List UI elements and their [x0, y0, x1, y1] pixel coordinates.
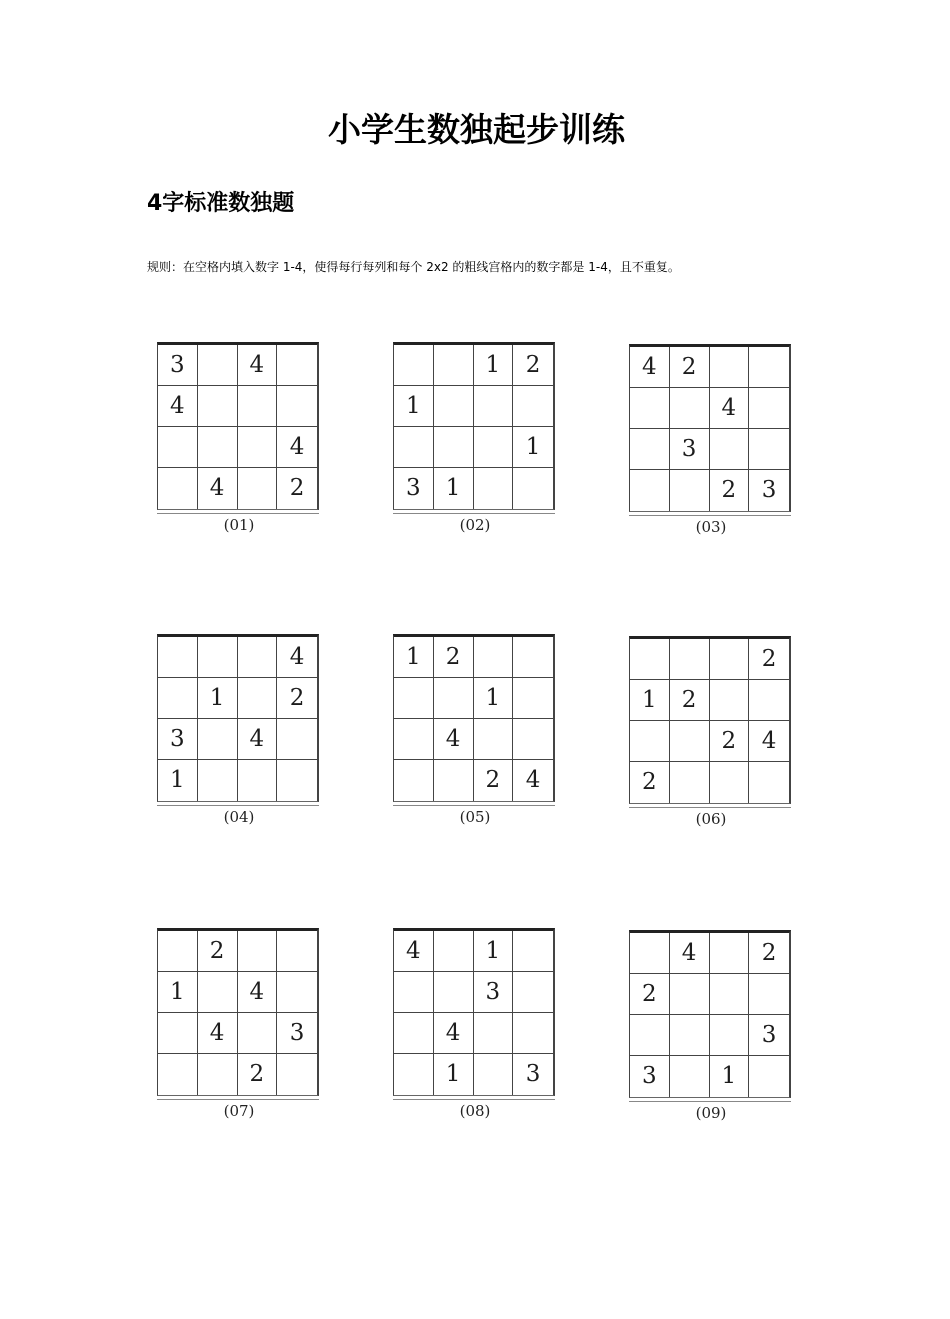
puzzle-number-label: (01) — [223, 516, 255, 534]
sudoku-cell[interactable] — [158, 1013, 198, 1054]
page-title: 小学生数独起步训练 — [328, 110, 625, 149]
sudoku-cell: 1 — [394, 637, 434, 678]
sudoku-cell[interactable] — [158, 931, 198, 972]
sudoku-cell: 3 — [749, 1015, 789, 1056]
puzzle-number-label: (06) — [695, 810, 727, 828]
sudoku-grid — [157, 634, 319, 802]
sudoku-cell[interactable] — [238, 468, 278, 509]
sudoku-cell[interactable] — [513, 468, 553, 509]
sudoku-cell: 4 — [434, 1013, 474, 1054]
sudoku-cell: 4 — [394, 931, 434, 972]
sudoku-cell[interactable] — [277, 386, 317, 427]
sudoku-cell: 2 — [513, 345, 553, 386]
sudoku-cell[interactable] — [749, 429, 789, 470]
sudoku-cell[interactable] — [670, 639, 710, 680]
sudoku-cell[interactable] — [749, 680, 789, 721]
sudoku-cell[interactable] — [710, 639, 750, 680]
sudoku-cell[interactable] — [474, 386, 514, 427]
sudoku-cell[interactable] — [513, 931, 553, 972]
sudoku-cell: 2 — [670, 680, 710, 721]
sudoku-cell[interactable] — [670, 762, 710, 803]
sudoku-cell[interactable] — [749, 974, 789, 1015]
sudoku-cell: 4 — [277, 637, 317, 678]
sudoku-cell: 3 — [277, 1013, 317, 1054]
sudoku-cell[interactable] — [513, 386, 553, 427]
puzzle-number-label: (05) — [459, 808, 491, 826]
sudoku-puzzle — [157, 342, 321, 534]
sudoku-puzzle — [393, 928, 557, 1120]
sudoku-cell[interactable] — [513, 719, 553, 760]
sudoku-cell: 4 — [238, 972, 278, 1013]
sudoku-cell[interactable] — [238, 637, 278, 678]
sudoku-cell[interactable] — [277, 760, 317, 801]
sudoku-puzzle — [629, 930, 793, 1122]
sudoku-cell[interactable] — [474, 427, 514, 468]
sudoku-cell[interactable] — [238, 931, 278, 972]
puzzle-number-label: (07) — [223, 1102, 255, 1120]
sudoku-cell: 4 — [158, 386, 198, 427]
sudoku-cell[interactable] — [198, 760, 238, 801]
sudoku-cell[interactable] — [710, 762, 750, 803]
sudoku-cell[interactable] — [394, 760, 434, 801]
sudoku-cell: 4 — [238, 719, 278, 760]
sudoku-cell[interactable] — [630, 721, 670, 762]
sudoku-cell: 4 — [198, 1013, 238, 1054]
sudoku-cell: 4 — [434, 719, 474, 760]
sudoku-cell[interactable] — [158, 678, 198, 719]
sudoku-cell: 3 — [525, 1061, 541, 1087]
sudoku-cell[interactable] — [513, 678, 553, 719]
puzzle-number-label: (09) — [695, 1104, 727, 1122]
sudoku-cell[interactable] — [630, 1015, 670, 1056]
sudoku-cell[interactable] — [710, 1015, 750, 1056]
puzzle-number-label: (03) — [695, 518, 727, 536]
sudoku-cell: 1 — [630, 680, 670, 721]
sudoku-cell[interactable] — [394, 345, 434, 386]
sudoku-cell: 3 — [394, 468, 434, 509]
sudoku-cell[interactable] — [670, 1015, 710, 1056]
sudoku-cell: 2 — [749, 933, 789, 974]
sudoku-cell[interactable] — [474, 637, 514, 678]
sudoku-cell[interactable] — [434, 972, 474, 1013]
sudoku-cell[interactable] — [630, 388, 670, 429]
sudoku-puzzle — [629, 636, 793, 828]
sudoku-cell: 1 — [710, 1056, 750, 1097]
sudoku-cell[interactable] — [277, 345, 317, 386]
sudoku-cell[interactable] — [238, 1013, 278, 1054]
sudoku-cell: 3 — [158, 345, 198, 386]
sudoku-cell[interactable] — [630, 933, 670, 974]
sudoku-cell[interactable] — [238, 386, 278, 427]
sudoku-cell[interactable] — [513, 972, 553, 1013]
sudoku-cell: 2 — [434, 637, 474, 678]
sudoku-cell[interactable] — [670, 1056, 710, 1097]
sudoku-cell: 2 — [198, 931, 238, 972]
sudoku-cell[interactable] — [670, 721, 710, 762]
sudoku-cell[interactable] — [710, 347, 750, 388]
puzzle-number-label: (04) — [223, 808, 255, 826]
sudoku-puzzle — [393, 342, 557, 534]
sudoku-cell: 1 — [513, 427, 553, 468]
sudoku-cell: 2 — [238, 1054, 278, 1095]
sudoku-cell[interactable] — [630, 639, 670, 680]
puzzle-number-label: (02) — [459, 516, 491, 534]
sudoku-cell[interactable] — [277, 931, 317, 972]
sudoku-cell[interactable] — [394, 972, 434, 1013]
sudoku-cell[interactable] — [670, 470, 710, 511]
sudoku-cell: 2 — [474, 760, 514, 801]
sudoku-cell[interactable] — [277, 972, 317, 1013]
sudoku-cell[interactable] — [474, 1013, 514, 1054]
sudoku-cell: 4 — [238, 345, 278, 386]
sudoku-cell[interactable] — [198, 719, 238, 760]
sudoku-cell[interactable] — [198, 972, 238, 1013]
sudoku-cell: 4 — [710, 388, 750, 429]
sudoku-cell: 3 — [761, 477, 777, 503]
sudoku-cell[interactable] — [434, 678, 474, 719]
sudoku-cell[interactable] — [474, 719, 514, 760]
sudoku-cell[interactable] — [158, 1054, 198, 1095]
sudoku-puzzle — [157, 634, 321, 826]
sudoku-cell[interactable] — [158, 637, 198, 678]
sudoku-cell: 1 — [474, 345, 514, 386]
sudoku-cell: 2 — [630, 762, 670, 803]
sudoku-grid — [157, 928, 319, 1096]
sudoku-cell[interactable] — [513, 637, 553, 678]
sudoku-cell[interactable] — [158, 468, 198, 509]
sudoku-grid — [157, 342, 319, 510]
sudoku-cell[interactable] — [434, 427, 474, 468]
sudoku-cell[interactable] — [710, 933, 750, 974]
sudoku-cell[interactable] — [474, 1054, 514, 1095]
sudoku-cell: 2 — [630, 974, 670, 1015]
sudoku-cell[interactable] — [394, 719, 434, 760]
puzzle-number-label: (08) — [459, 1102, 491, 1120]
sudoku-cell: 1 — [474, 678, 514, 719]
sudoku-cell: 4 — [630, 347, 670, 388]
sudoku-cell[interactable] — [198, 1054, 238, 1095]
sudoku-cell[interactable] — [474, 468, 514, 509]
sudoku-cell: 3 — [670, 429, 710, 470]
sudoku-cell[interactable] — [710, 680, 750, 721]
sudoku-cell[interactable] — [394, 1013, 434, 1054]
sudoku-cell[interactable] — [198, 427, 238, 468]
sudoku-cell[interactable] — [749, 388, 789, 429]
sudoku-cell[interactable] — [394, 678, 434, 719]
sudoku-cell[interactable] — [434, 760, 474, 801]
sudoku-cell[interactable] — [198, 637, 238, 678]
sudoku-cell: 4 — [525, 767, 541, 793]
sudoku-grid — [393, 928, 555, 1096]
sudoku-cell: 1 — [474, 931, 514, 972]
sudoku-cell[interactable] — [670, 974, 710, 1015]
sudoku-cell: 2 — [289, 475, 305, 501]
sudoku-grid — [629, 344, 791, 512]
sudoku-cell: 3 — [630, 1056, 670, 1097]
sudoku-cell: 2 — [277, 678, 317, 719]
sudoku-cell[interactable] — [238, 678, 278, 719]
sudoku-cell[interactable] — [434, 931, 474, 972]
sudoku-cell: 1 — [434, 1054, 474, 1095]
sudoku-cell[interactable] — [238, 427, 278, 468]
sudoku-cell[interactable] — [238, 760, 278, 801]
sudoku-cell[interactable] — [710, 429, 750, 470]
sudoku-puzzle — [393, 634, 557, 826]
sudoku-cell: 4 — [670, 933, 710, 974]
sudoku-cell[interactable] — [158, 427, 198, 468]
sudoku-cell[interactable] — [749, 347, 789, 388]
sudoku-cell: 4 — [277, 427, 317, 468]
sudoku-cell[interactable] — [710, 974, 750, 1015]
sudoku-cell[interactable] — [434, 386, 474, 427]
sudoku-cell: 2 — [749, 639, 789, 680]
sudoku-cell: 2 — [710, 721, 750, 762]
sudoku-cell[interactable] — [198, 386, 238, 427]
sudoku-puzzle — [629, 344, 793, 536]
sudoku-cell: 1 — [198, 678, 238, 719]
sudoku-cell: 2 — [670, 347, 710, 388]
sudoku-puzzle — [157, 928, 321, 1120]
sudoku-cell[interactable] — [513, 1013, 553, 1054]
sudoku-cell: 1 — [394, 386, 434, 427]
sudoku-cell: 1 — [158, 972, 198, 1013]
sudoku-cell[interactable] — [394, 1054, 434, 1095]
sudoku-cell[interactable] — [394, 427, 434, 468]
sudoku-cell[interactable] — [277, 719, 317, 760]
sudoku-cell: 3 — [158, 719, 198, 760]
sudoku-grid — [629, 930, 791, 1098]
sudoku-cell: 1 — [158, 760, 198, 801]
sudoku-cell[interactable] — [630, 429, 670, 470]
sudoku-cell[interactable] — [630, 470, 670, 511]
sudoku-cell[interactable] — [749, 762, 789, 803]
sudoku-cell[interactable] — [198, 345, 238, 386]
section-heading: 4字标准数独题 — [147, 191, 295, 216]
sudoku-grid — [393, 342, 555, 510]
sudoku-cell[interactable] — [670, 388, 710, 429]
rules-text: 规则：在空格内填入数字 1-4，使得每行每列和每个 2x2 的粗线宫格内的数字都是 1-4，且不重复。 — [147, 260, 680, 274]
sudoku-cell: 4 — [749, 721, 789, 762]
sudoku-cell[interactable] — [434, 345, 474, 386]
sudoku-cell[interactable] — [277, 1054, 317, 1095]
sudoku-grid — [629, 636, 791, 804]
sudoku-cell: 3 — [474, 972, 514, 1013]
sudoku-cell: 4 — [198, 468, 238, 509]
sudoku-cell: 1 — [434, 468, 474, 509]
sudoku-cell[interactable] — [749, 1056, 789, 1097]
sudoku-cell: 2 — [710, 470, 750, 511]
sudoku-grid — [393, 634, 555, 802]
